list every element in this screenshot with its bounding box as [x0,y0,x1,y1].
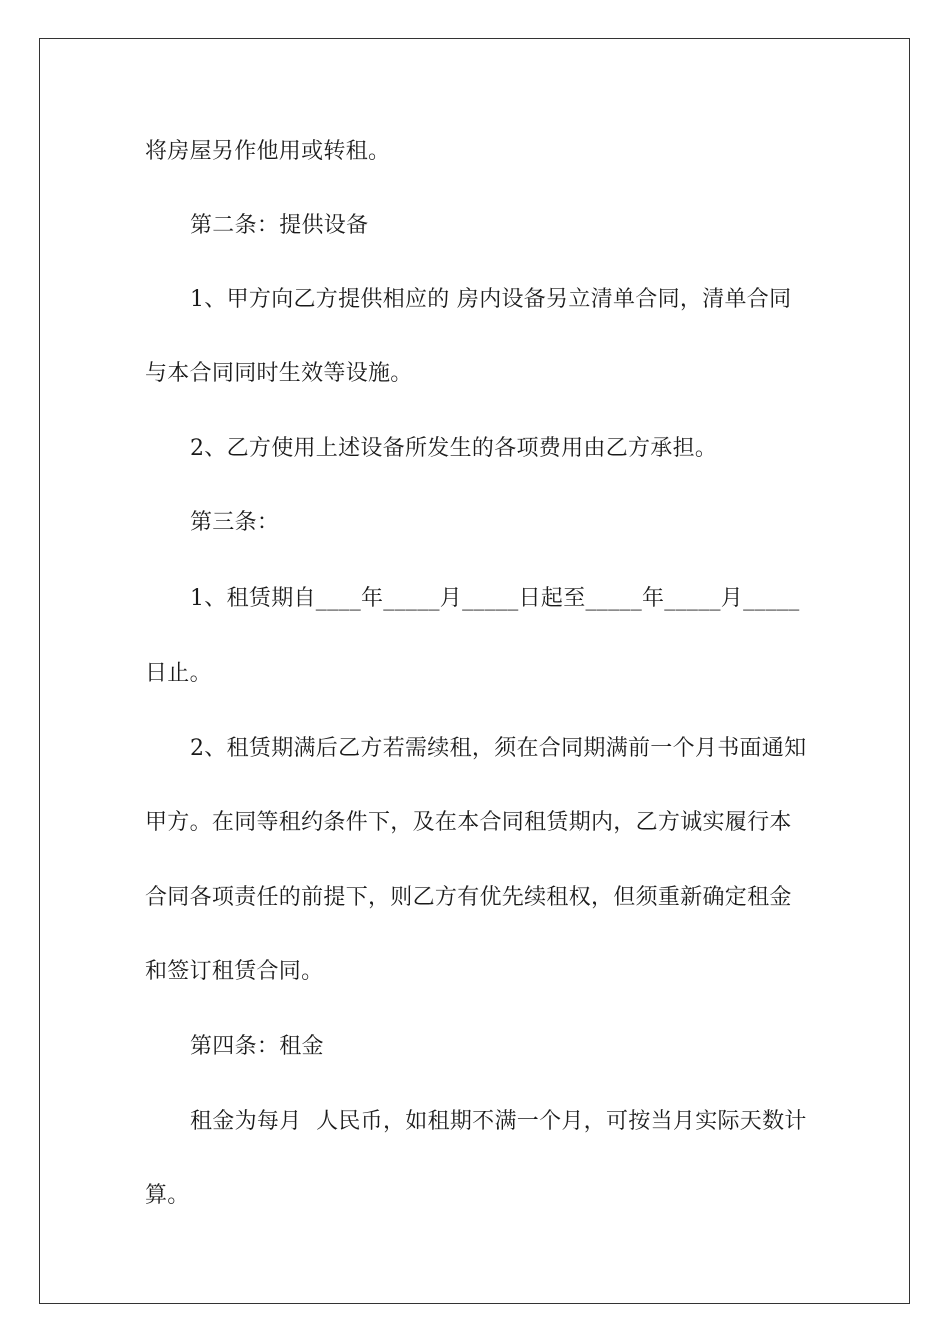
text-line: 2、租赁期满后乙方若需续租，须在合同期满前一个月书面通知 [190,736,807,761]
text-line: 将房屋另作他用或转租。 [145,139,391,164]
text-line: 1、租赁期自____年_____月_____日起至_____年_____月_____ [190,586,800,611]
section-heading: 第三条： [190,510,280,535]
text-line: 2、乙方使用上述设备所发生的各项费用由乙方承担。 [190,436,718,461]
text-line: 与本合同同时生效等设施。 [145,361,413,386]
text-line: 和签订租赁合同。 [145,959,324,984]
text-line: 合同各项责任的前提下，则乙方有优先续租权，但须重新确定租金 [145,885,792,910]
text-line: 甲方。在同等租约条件下，及在本合同租赁期内，乙方诚实履行本 [145,810,792,835]
text-line: 算。 [145,1183,190,1208]
text-line: 租金为每月 人民币，如租期不满一个月，可按当月实际天数计 [190,1109,807,1134]
section-heading: 第二条：提供设备 [190,213,369,238]
text-line: 1、甲方向乙方提供相应的 房内设备另立清单合同，清单合同 [190,287,792,312]
section-heading: 第四条：租金 [190,1034,324,1059]
text-line: 日止。 [145,661,212,686]
